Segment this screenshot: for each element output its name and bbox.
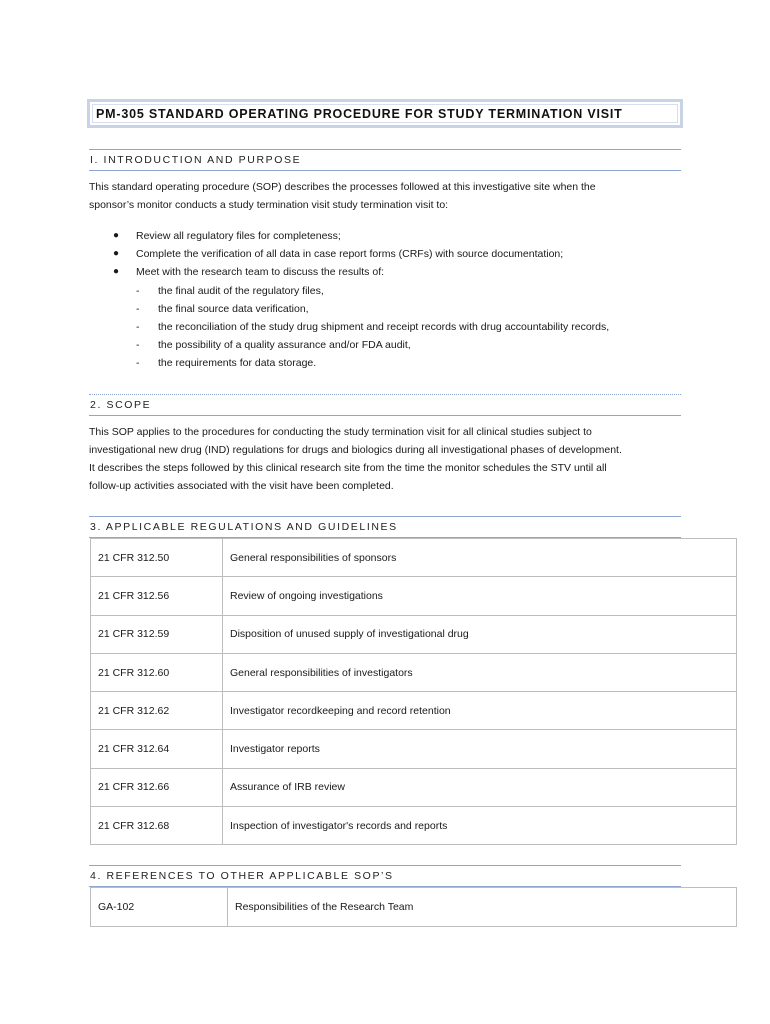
sub-item-text: the reconciliation of the study drug shipment and receipt records with drug accountability records, [158, 320, 610, 333]
table-row [91, 577, 737, 615]
bullet-item [110, 245, 710, 263]
sub-item-text: the possibility of a quality assurance and/or FDA audit, [158, 339, 411, 352]
table-row [91, 539, 737, 577]
bullet-item [110, 263, 710, 281]
document-title: PM-305 STANDARD OPERATING PROCEDURE FOR STUDY TERMINATION VISIT [92, 104, 678, 123]
scope-paragraph-line: follow-up activities associated with the visit have been completed. [89, 480, 394, 492]
regulation-description: General responsibilities of sponsors [223, 539, 737, 577]
regulation-code: 21 CFR 312.59 [91, 615, 223, 653]
bullet-text: Meet with the research team to discuss the results of: [136, 266, 385, 279]
dash-icon: - [136, 357, 140, 370]
scope-paragraph-line: It describes the steps followed by this clinical research site from the time the monitor schedules the STV until all [89, 462, 607, 474]
bullet-item [110, 227, 710, 245]
scope-paragraph-line: This SOP applies to the procedures for conducting the study termination visit for all clinical studies subject to [89, 426, 592, 438]
sub-item [110, 300, 710, 318]
section-heading-references: 4. REFERENCES TO OTHER APPLICABLE SOP’S [89, 865, 681, 887]
regulation-code: 21 CFR 312.50 [91, 539, 223, 577]
sub-item [110, 354, 710, 372]
table-row [91, 768, 737, 806]
regulation-code: 21 CFR 312.60 [91, 653, 223, 691]
table-row [91, 692, 737, 730]
bullet-icon: ● [113, 248, 120, 260]
intro-paragraph-line: sponsor’s monitor conducts a study termination visit study termination visit to: [89, 199, 449, 211]
section-heading-regulations: 3. APPLICABLE REGULATIONS AND GUIDELINES [89, 516, 681, 538]
dash-icon: - [136, 320, 140, 333]
sub-item-text: the requirements for data storage. [158, 357, 317, 370]
bullet-icon: ● [113, 230, 120, 241]
regulation-code: 21 CFR 312.56 [91, 577, 223, 615]
table-row [91, 888, 737, 927]
bullet-icon: ● [113, 266, 120, 278]
table-row [91, 807, 737, 845]
bullet-text: Complete the verification of all data in case report forms (CRFs) with source documentation; [136, 248, 564, 261]
sub-item-text: the final source data verification, [158, 302, 309, 315]
intro-paragraph-line: This standard operating procedure (SOP) describes the processes followed at this investigative site when the [89, 181, 596, 193]
regulation-description: Disposition of unused supply of investigational drug [223, 615, 737, 653]
regulation-description: General responsibilities of investigators [223, 653, 737, 691]
regulation-code: 21 CFR 312.64 [91, 730, 223, 768]
scope-paragraph-line: investigational new drug (IND) regulations for drugs and biologics during all investigational phases of development. [89, 444, 622, 456]
dash-icon: - [136, 302, 140, 315]
sub-item [110, 336, 710, 354]
table-row [91, 615, 737, 653]
table-row [91, 730, 737, 768]
sop-code: GA-102 [91, 888, 228, 927]
dash-icon: - [136, 339, 140, 352]
regulation-description: Investigator recordkeeping and record retention [223, 692, 737, 730]
regulations-table [90, 538, 737, 845]
regulation-code: 21 CFR 312.68 [91, 807, 223, 845]
references-table [90, 887, 737, 927]
regulation-description: Inspection of investigator's records and reports [223, 807, 737, 845]
sub-item [110, 282, 710, 300]
sop-description: Responsibilities of the Research Team [228, 888, 737, 927]
regulation-description: Investigator reports [223, 730, 737, 768]
regulation-code: 21 CFR 312.66 [91, 768, 223, 806]
bullet-text: Review all regulatory files for completeness; [136, 230, 341, 242]
scope-paragraph [89, 423, 689, 495]
intro-bullet-list [110, 227, 710, 373]
table-row [91, 653, 737, 691]
regulation-description: Review of ongoing investigations [223, 577, 737, 615]
section-heading-introduction: I. INTRODUCTION AND PURPOSE [89, 149, 681, 171]
section-heading-scope: 2. SCOPE [89, 394, 681, 416]
regulation-code: 21 CFR 312.62 [91, 692, 223, 730]
title-box [87, 99, 683, 128]
dash-icon: - [136, 284, 140, 297]
intro-paragraph [89, 178, 689, 214]
sub-item-text: the final audit of the regulatory files, [158, 284, 324, 297]
sub-item [110, 318, 710, 336]
regulation-description: Assurance of IRB review [223, 768, 737, 806]
